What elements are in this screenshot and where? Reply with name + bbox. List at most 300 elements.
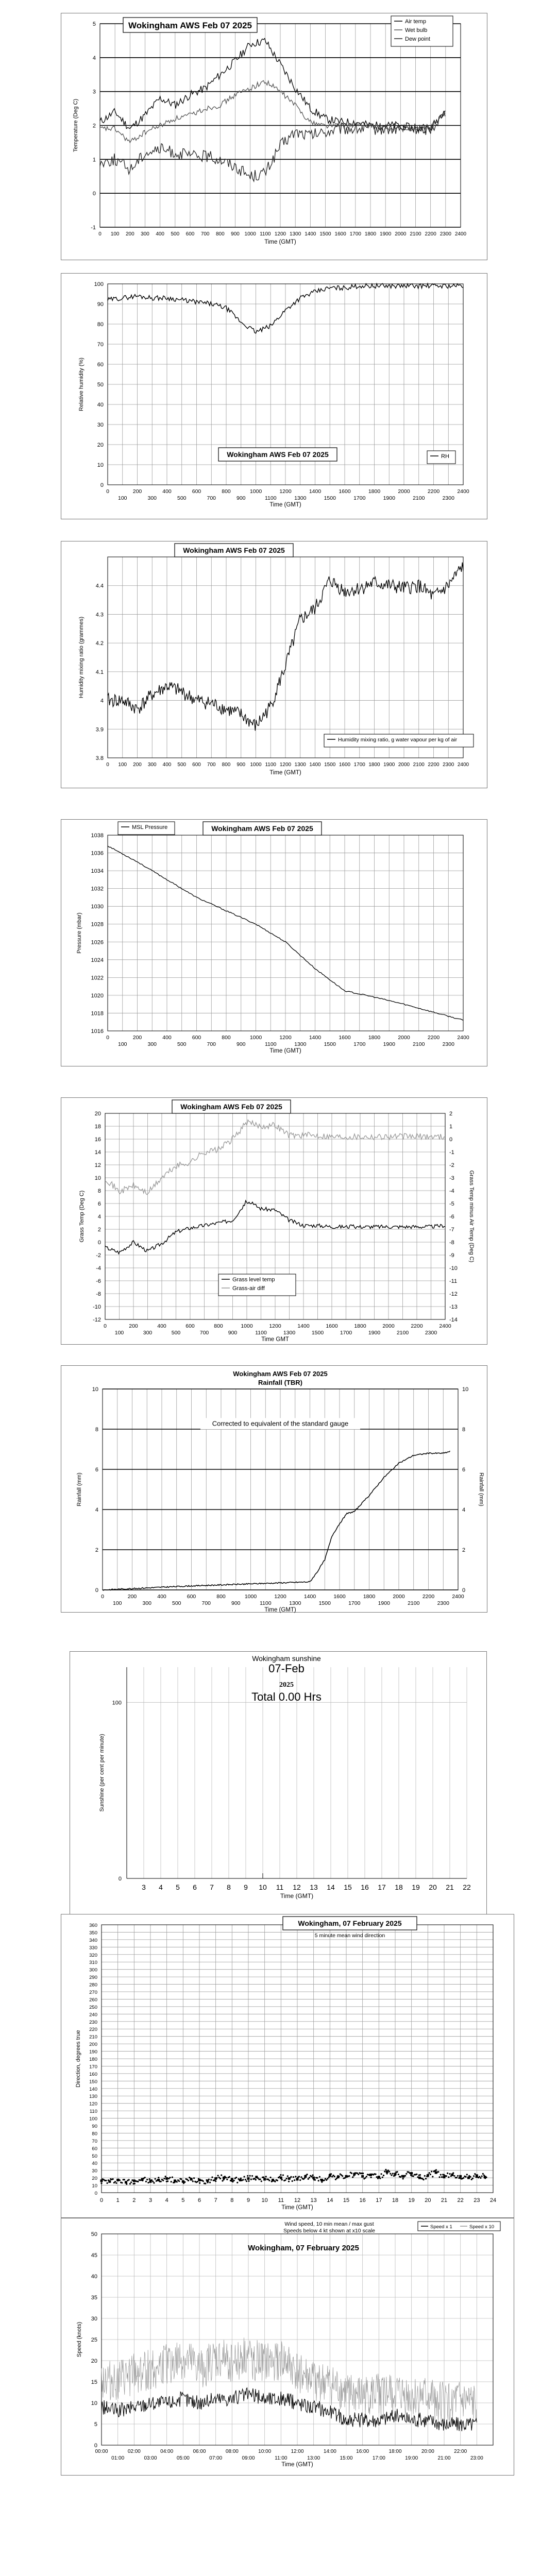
y-tick-label: 20 <box>91 2358 97 2364</box>
y2-tick-label: -6 <box>449 1214 454 1220</box>
x-tick-label: 1400 <box>309 488 322 495</box>
data-point <box>457 2175 459 2177</box>
x-axis-label: Time (GMT) <box>281 2205 313 2211</box>
y-tick-label: 0 <box>94 2191 97 2196</box>
data-point <box>274 2181 276 2182</box>
data-point <box>130 2181 132 2183</box>
data-point <box>440 2174 442 2176</box>
data-point <box>447 2173 448 2174</box>
x-tick-label: 17 <box>378 1883 386 1891</box>
mixing-ratio-chart-panel <box>61 541 487 788</box>
x-tick-label: 0 <box>106 762 109 768</box>
x-tick-label: 400 <box>162 488 172 495</box>
data-marker <box>141 2178 144 2181</box>
data-point <box>425 2178 427 2179</box>
y-tick-label: 10 <box>97 462 104 468</box>
data-point <box>334 2176 335 2177</box>
y-tick-label: 2 <box>95 1547 98 1553</box>
y-axis-label: Pressure (mbar) <box>76 912 82 954</box>
data-point <box>293 2176 294 2178</box>
y-tick-label: 290 <box>89 1975 97 1981</box>
chart-title: Wokingham, 07 February 2025 <box>298 1919 402 1927</box>
y-tick-label: 1024 <box>91 957 104 963</box>
x-tick-label: 22:00 <box>454 2449 467 2454</box>
grass-temp-chart <box>61 1098 488 1345</box>
x-tick-label: 20:00 <box>421 2449 434 2454</box>
x-tick-label: 2200 <box>411 1323 423 1329</box>
y-tick-label: 130 <box>89 2094 97 2100</box>
x-tick-label: 17 <box>376 2197 382 2204</box>
y-axis-label: Grass Temp (Deg C) <box>79 1190 85 1243</box>
data-point <box>248 2180 249 2182</box>
y2-tick-label: -4 <box>449 1188 454 1194</box>
x-tick-label: 900 <box>228 1330 238 1336</box>
x-tick-label: 1500 <box>318 1600 331 1606</box>
data-point <box>370 2177 372 2178</box>
y-tick-label: 0 <box>97 1240 101 1246</box>
x-tick-label: 1600 <box>326 1323 338 1329</box>
x-tick-label: 2000 <box>398 762 410 768</box>
data-point <box>295 2176 296 2177</box>
data-point <box>199 2182 200 2184</box>
data-point <box>326 2179 327 2181</box>
data-point <box>112 2178 114 2180</box>
data-point <box>280 2174 281 2176</box>
data-marker <box>214 2177 217 2180</box>
data-marker <box>337 2176 340 2178</box>
y-tick-label: 200 <box>89 2042 97 2048</box>
data-point <box>269 2177 271 2178</box>
data-point <box>431 2171 432 2172</box>
data-point <box>210 2179 212 2181</box>
x-tick-label: 18 <box>395 1883 403 1891</box>
data-point <box>178 2180 180 2182</box>
x-tick-label: 1500 <box>311 1330 324 1336</box>
x-tick-label: 01:00 <box>111 2455 125 2461</box>
x-tick-label: 1500 <box>319 231 331 237</box>
x-tick-label: 2100 <box>413 1041 425 1047</box>
y-tick-label: 70 <box>92 2138 97 2144</box>
data-point <box>311 2176 312 2177</box>
x-tick-label: 10 <box>259 1883 267 1891</box>
data-point <box>209 2182 211 2183</box>
y-tick-label: 0 <box>94 2443 97 2449</box>
data-point <box>197 2181 198 2182</box>
data-point <box>300 2176 302 2178</box>
series-line-speed-x10 <box>102 2337 477 2424</box>
data-point <box>398 2174 399 2175</box>
x-tick-label: 2000 <box>393 1594 405 1600</box>
y-tick-label: 10 <box>92 1386 98 1393</box>
data-point <box>115 2182 117 2184</box>
x-tick-label: 800 <box>214 1323 223 1329</box>
data-point <box>250 2179 252 2180</box>
x-tick-label: 0 <box>98 231 102 237</box>
data-marker <box>353 2173 356 2175</box>
data-marker <box>418 2177 421 2179</box>
x-tick-label: 2400 <box>452 1594 464 1600</box>
data-point <box>316 2177 318 2179</box>
x-tick-label: 1800 <box>368 1035 381 1041</box>
data-marker <box>386 2171 388 2173</box>
x-tick-label: 0 <box>106 488 109 495</box>
y-tick-label: 190 <box>89 2049 97 2055</box>
chart-title: Wokingham AWS Feb 07 2025 <box>233 1370 328 1378</box>
data-marker <box>288 2177 291 2180</box>
x-tick-label: 900 <box>236 762 246 768</box>
x-tick-label: 1100 <box>260 231 271 237</box>
x-tick-label: 1500 <box>324 1041 336 1047</box>
x-tick-label: 2000 <box>382 1323 395 1329</box>
data-point <box>114 2181 116 2182</box>
data-marker <box>329 2174 331 2177</box>
data-point <box>221 2174 222 2176</box>
y-tick-label: 20 <box>97 442 104 448</box>
data-point <box>169 2177 171 2178</box>
x-tick-label: 2300 <box>443 762 454 768</box>
data-marker <box>133 2179 136 2182</box>
y-tick-label: 120 <box>89 2101 97 2107</box>
x-tick-label: 200 <box>132 1035 142 1041</box>
chart-note-1: Wind speed, 10 min mean / max gust <box>284 2221 374 2227</box>
data-point <box>362 2173 364 2174</box>
x-tick-label: 900 <box>231 1600 241 1606</box>
data-marker <box>190 2178 193 2181</box>
y2-axis-label: Rainfall (mm) <box>478 1472 484 1506</box>
y-tick-label: 35 <box>91 2295 97 2301</box>
wind-speed-chart-panel <box>61 2218 514 2476</box>
y-tick-label: 5 <box>94 2421 97 2428</box>
legend-label: Air temp <box>405 19 426 25</box>
x-tick-label: 500 <box>171 1330 181 1336</box>
data-point <box>453 2175 455 2177</box>
data-point <box>284 2179 286 2181</box>
x-tick-label: 2300 <box>442 495 454 501</box>
x-tick-label: 600 <box>192 1035 201 1041</box>
x-tick-label: 2400 <box>439 1323 451 1329</box>
x-tick-label: 1700 <box>349 231 361 237</box>
data-point <box>479 2176 480 2177</box>
x-tick-label: 1400 <box>305 231 316 237</box>
y-tick-label: 80 <box>92 2131 97 2137</box>
legend-label: Speed x 10 <box>469 2224 495 2230</box>
y-tick-label: 1028 <box>91 921 104 928</box>
y-tick-label: 4.2 <box>95 640 104 647</box>
y-tick-label: 40 <box>92 2161 97 2167</box>
x-tick-label: 600 <box>185 231 195 237</box>
y-tick-label: 4 <box>100 698 104 704</box>
x-tick-label: 7 <box>214 2197 217 2204</box>
x-tick-label: 200 <box>127 1594 137 1600</box>
x-tick-label: 1000 <box>241 1323 253 1329</box>
y-tick-label: 4.3 <box>95 612 104 618</box>
y-tick-label: 1038 <box>91 833 104 839</box>
data-point <box>388 2171 390 2173</box>
x-tick-label: 200 <box>129 1323 138 1329</box>
x-tick-label: 17:00 <box>372 2455 385 2461</box>
data-point <box>292 2180 293 2182</box>
y-tick-label: 0 <box>95 1587 98 1594</box>
data-point <box>419 2174 421 2176</box>
y-tick-label: 80 <box>97 321 104 328</box>
x-tick-label: 21:00 <box>437 2455 451 2461</box>
data-point <box>392 2173 394 2174</box>
y-tick-label: 340 <box>89 1937 97 1943</box>
y-tick-label: 270 <box>89 1990 97 1995</box>
y2-tick-label: -5 <box>449 1201 454 1207</box>
y-tick-label: 60 <box>92 2146 97 2152</box>
data-marker <box>427 2174 429 2177</box>
data-point <box>192 2180 194 2182</box>
data-point <box>376 2176 378 2178</box>
x-axis-label: Time (GMT) <box>281 2462 313 2468</box>
legend-label: Grass-air diff <box>232 1285 265 1292</box>
data-point <box>324 2179 325 2181</box>
data-point <box>128 2179 130 2180</box>
data-point <box>119 2179 121 2181</box>
y-tick-label: 18 <box>94 1124 101 1130</box>
y2-tick-label: -2 <box>449 1162 454 1168</box>
data-point <box>171 2181 172 2182</box>
y-tick-label: 12 <box>94 1162 101 1168</box>
x-tick-label: 14 <box>327 1883 335 1891</box>
data-point <box>423 2179 425 2180</box>
x-tick-label: 1100 <box>264 1041 277 1047</box>
x-tick-label: 2400 <box>457 762 469 768</box>
x-tick-label: 1400 <box>309 762 321 768</box>
data-marker <box>223 2177 225 2179</box>
y-tick-label: 1034 <box>91 868 104 875</box>
x-tick-label: 20 <box>429 1883 437 1891</box>
data-point <box>456 2177 458 2178</box>
x-tick-label: 16 <box>359 2197 366 2204</box>
x-tick-label: 07:00 <box>209 2455 223 2461</box>
data-marker <box>198 2179 201 2181</box>
data-point <box>375 2174 376 2175</box>
y-tick-label: 70 <box>97 342 104 348</box>
x-tick-label: 100 <box>112 1600 122 1606</box>
x-tick-label: 3 <box>142 1883 146 1891</box>
data-point <box>121 2182 123 2183</box>
x-tick-label: 12 <box>293 1883 301 1891</box>
data-point <box>404 2175 406 2177</box>
y-tick-label: 1026 <box>91 939 104 946</box>
y-tick-label: 30 <box>97 422 104 428</box>
x-tick-label: 700 <box>199 1330 209 1336</box>
data-point <box>105 2180 107 2181</box>
series-line-rainfall <box>103 1451 450 1590</box>
y-tick-label: 250 <box>89 2004 97 2010</box>
x-tick-label: 2400 <box>457 488 469 495</box>
legend-label: Grass level temp <box>232 1277 275 1283</box>
x-tick-label: 1000 <box>250 762 262 768</box>
x-tick-label: 500 <box>177 762 187 768</box>
data-point <box>473 2175 475 2177</box>
x-tick-label: 2300 <box>439 231 451 237</box>
chart-note-2: Speeds below 4 kt shown at x10 scale <box>283 2228 376 2234</box>
x-tick-label: 09:00 <box>242 2455 255 2461</box>
x-tick-label: 2200 <box>422 1594 435 1600</box>
x-tick-label: 2300 <box>425 1330 437 1336</box>
y2-tick-label: -12 <box>449 1291 458 1297</box>
y-tick-label: 8 <box>97 1188 101 1194</box>
data-point <box>331 2176 333 2177</box>
chart-subtitle: Rainfall (TBR) <box>258 1379 302 1386</box>
data-marker <box>182 2180 184 2183</box>
x-tick-label: 1900 <box>368 1330 381 1336</box>
y-tick-label: 230 <box>89 2019 97 2025</box>
y-tick-label: 3 <box>92 89 96 95</box>
x-tick-label: 0 <box>104 1323 107 1329</box>
data-point <box>432 2176 433 2177</box>
x-tick-label: 21 <box>441 2197 448 2204</box>
x-tick-label: 800 <box>215 231 225 237</box>
x-tick-label: 2200 <box>425 231 436 237</box>
data-point <box>251 2175 253 2177</box>
data-point <box>247 2175 248 2177</box>
data-marker <box>272 2179 274 2181</box>
chart-subtitle: 07-Feb <box>268 1662 305 1675</box>
x-tick-label: 1 <box>116 2197 120 2204</box>
y-tick-label: 0 <box>100 482 104 488</box>
data-point <box>144 2177 146 2178</box>
data-point <box>288 2181 290 2182</box>
data-point <box>162 2180 164 2181</box>
y-tick-label: 10 <box>91 2400 97 2406</box>
data-marker <box>206 2179 209 2182</box>
data-point <box>385 2169 386 2171</box>
y2-tick-label: -9 <box>449 1252 454 1259</box>
data-point <box>222 2180 223 2181</box>
x-tick-label: 19:00 <box>405 2455 418 2461</box>
series-line-wet-bulb <box>100 80 445 142</box>
x-axis-label: Time (GMT) <box>264 239 296 245</box>
legend-label: Dew point <box>405 36 430 42</box>
data-point <box>176 2181 178 2182</box>
data-marker <box>443 2176 446 2178</box>
sunshine-chart-panel <box>70 1651 487 1919</box>
y-tick-label: 8 <box>95 1427 98 1433</box>
y-tick-label: -1 <box>91 225 96 231</box>
data-marker <box>484 2176 486 2178</box>
pressure-chart-panel <box>61 819 487 1066</box>
x-tick-label: 2200 <box>427 1035 440 1041</box>
y-tick-label: 3.8 <box>95 755 104 761</box>
x-tick-label: 1800 <box>363 1594 376 1600</box>
data-point <box>472 2178 474 2179</box>
y-tick-label: 1020 <box>91 992 104 999</box>
y-tick-label: 60 <box>97 362 104 368</box>
data-marker <box>467 2177 470 2179</box>
x-tick-label: 4 <box>165 2197 168 2204</box>
data-point <box>129 2183 131 2184</box>
data-marker <box>231 2178 233 2181</box>
y2-tick-label: -8 <box>449 1240 454 1246</box>
x-tick-label: 100 <box>118 762 127 768</box>
x-tick-label: 800 <box>222 762 231 768</box>
data-point <box>243 2176 245 2177</box>
y-tick-label: 210 <box>89 2034 97 2040</box>
data-point <box>435 2169 437 2171</box>
legend-label: Wet bulb <box>405 27 428 33</box>
y-axis-label: Sunshine (per cent per minute) <box>99 1734 105 1812</box>
x-tick-label: 1900 <box>378 1600 390 1606</box>
x-tick-label: 1300 <box>283 1330 296 1336</box>
x-tick-label: 2000 <box>398 1035 410 1041</box>
data-point <box>268 2180 270 2181</box>
x-tick-label: 500 <box>177 495 187 501</box>
x-tick-label: 1200 <box>279 488 292 495</box>
y2-tick-label: 10 <box>462 1386 469 1393</box>
data-point <box>446 2175 447 2177</box>
data-point <box>390 2173 391 2175</box>
x-tick-label: 06:00 <box>193 2449 206 2454</box>
x-tick-label: 1300 <box>294 495 307 501</box>
x-tick-label: 200 <box>133 762 142 768</box>
x-tick-label: 300 <box>141 231 149 237</box>
data-marker <box>296 2178 299 2181</box>
chart-year: 2025 <box>279 1681 294 1689</box>
y-tick-label: 1018 <box>91 1010 104 1017</box>
chart-title: Wokingham AWS Feb 07 2025 <box>128 21 252 30</box>
y2-tick-label: 0 <box>449 1137 453 1143</box>
x-tick-label: 6 <box>197 2197 201 2204</box>
data-point <box>298 2176 300 2177</box>
x-tick-label: 1400 <box>309 1035 322 1041</box>
data-marker <box>476 2174 478 2177</box>
data-point <box>226 2179 228 2180</box>
y2-tick-label: -13 <box>449 1304 458 1310</box>
x-tick-label: 1000 <box>244 231 256 237</box>
y2-tick-label: -1 <box>449 1149 454 1156</box>
x-tick-label: 15 <box>344 1883 352 1891</box>
x-tick-label: 200 <box>125 231 134 237</box>
y-tick-label: 16 <box>94 1137 101 1143</box>
data-point <box>233 2180 235 2181</box>
data-point <box>348 2175 350 2177</box>
data-point <box>429 2172 430 2174</box>
x-tick-label: 800 <box>222 488 231 495</box>
y-tick-label: 10 <box>92 2183 97 2189</box>
data-point <box>124 2179 125 2180</box>
data-point <box>261 2180 262 2182</box>
x-tick-label: 4 <box>159 1883 163 1891</box>
x-tick-label: 400 <box>157 1594 166 1600</box>
y-tick-label: 30 <box>91 2316 97 2322</box>
x-tick-label: 13 <box>310 1883 318 1891</box>
x-tick-label: 100 <box>117 1041 127 1047</box>
x-tick-label: 2400 <box>457 1035 469 1041</box>
data-point <box>137 2181 139 2182</box>
data-point <box>152 2181 154 2182</box>
y2-tick-label: -3 <box>449 1175 454 1181</box>
data-point <box>158 2177 159 2178</box>
x-tick-label: 22 <box>463 1883 471 1891</box>
x-tick-label: 5 <box>176 1883 180 1891</box>
x-tick-label: 1200 <box>279 1035 292 1041</box>
data-point <box>242 2179 244 2180</box>
y-tick-label: 25 <box>91 2337 97 2343</box>
y2-axis-label: Grass Temp minus Air Temp (Deg C) <box>468 1170 475 1263</box>
x-tick-label: 300 <box>147 495 157 501</box>
humidity-chart-panel <box>61 273 487 519</box>
wind-direction-chart-panel <box>61 1914 514 2218</box>
y2-tick-label: 4 <box>462 1507 466 1513</box>
x-axis-label: Time (GMT) <box>280 1892 314 1900</box>
data-marker <box>149 2180 152 2183</box>
x-tick-label: 1400 <box>297 1323 310 1329</box>
x-tick-label: 700 <box>201 1600 211 1606</box>
